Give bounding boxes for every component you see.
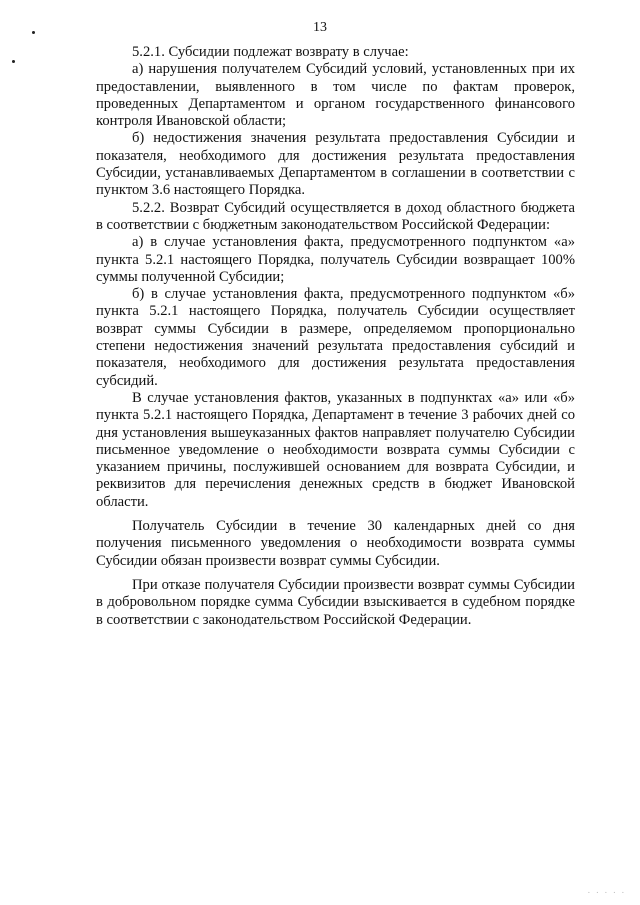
paragraph-notification: В случае установления фактов, указанных в подпунктах «а» или «б» пункта 5.2.1 настоящего Порядка, Департамент в течение 3 рабочих дней со дня установления вышеуказанных фактов направляет получателю Субсидии письменное уведомление о необходимости возврата суммы Субсидии с указанием причины, послужившей основанием для возврата Субсидии, и реквизитов для перечисления денежных средств в бюджет Ивановской области. [96, 389, 575, 510]
paragraph-5-2-1-heading: 5.2.1. Субсидии подлежат возврату в случае: [132, 44, 409, 60]
paragraph-5-2-1-a: а) нарушения получателем Субсидий условий, установленных при их предоставлении, выявленного в том числе по фактам проверок, проведенных Департаментом и органом государственного финансового контроля Ивановской области; [96, 61, 575, 130]
scan-dot-mark [12, 60, 15, 63]
page-number: 13 [313, 20, 327, 35]
paragraph-5-2-2-a: а) в случае установления факта, предусмотренного подпунктом «а» пункта 5.2.1 настоящего Порядка, получатель Субсидии возвращает 100% суммы полученной Субсидии; [96, 234, 575, 285]
corner-mark: . . . . . [587, 885, 626, 895]
paragraph-5-2-2-heading: 5.2.2. Возврат Субсидий осуществляется в доход областного бюджета в соответствии с бюджетным законодательством Российской Федерации: [96, 199, 575, 233]
document-body [96, 44, 575, 629]
paragraph-court-recovery: При отказе получателя Субсидии произвести возврат суммы Субсидии в добровольном порядке сумма Субсидии взыскивается в судебном порядке в соответствии с законодательством Российской Федерации. [96, 576, 575, 628]
paragraph-5-2-2-b: б) в случае установления факта, предусмотренного подпунктом «б» пункта 5.2.1 настоящего Порядка, получатель Субсидии осуществляет возврат суммы Субсидии в размере, определяемом пропорционально степени недостижения значений результата предоставления субсидий и показателя, необходимого для достижения результата предоставления субсидий. [96, 286, 575, 389]
paragraph-return-deadline: Получатель Субсидии в течение 30 календарных дней со дня получения письменного уведомления о необходимости возврата суммы Субсидии обязан произвести возврат суммы Субсидии. [96, 518, 575, 569]
paragraph-5-2-1-b: б) недостижения значения результата предоставления Субсидии и показателя, необходимого для достижения результата предоставления Субсидии, устанавливаемых Департаментом в соглашении в соответствии с пунктом 3.6 настоящего Порядка. [96, 130, 575, 199]
